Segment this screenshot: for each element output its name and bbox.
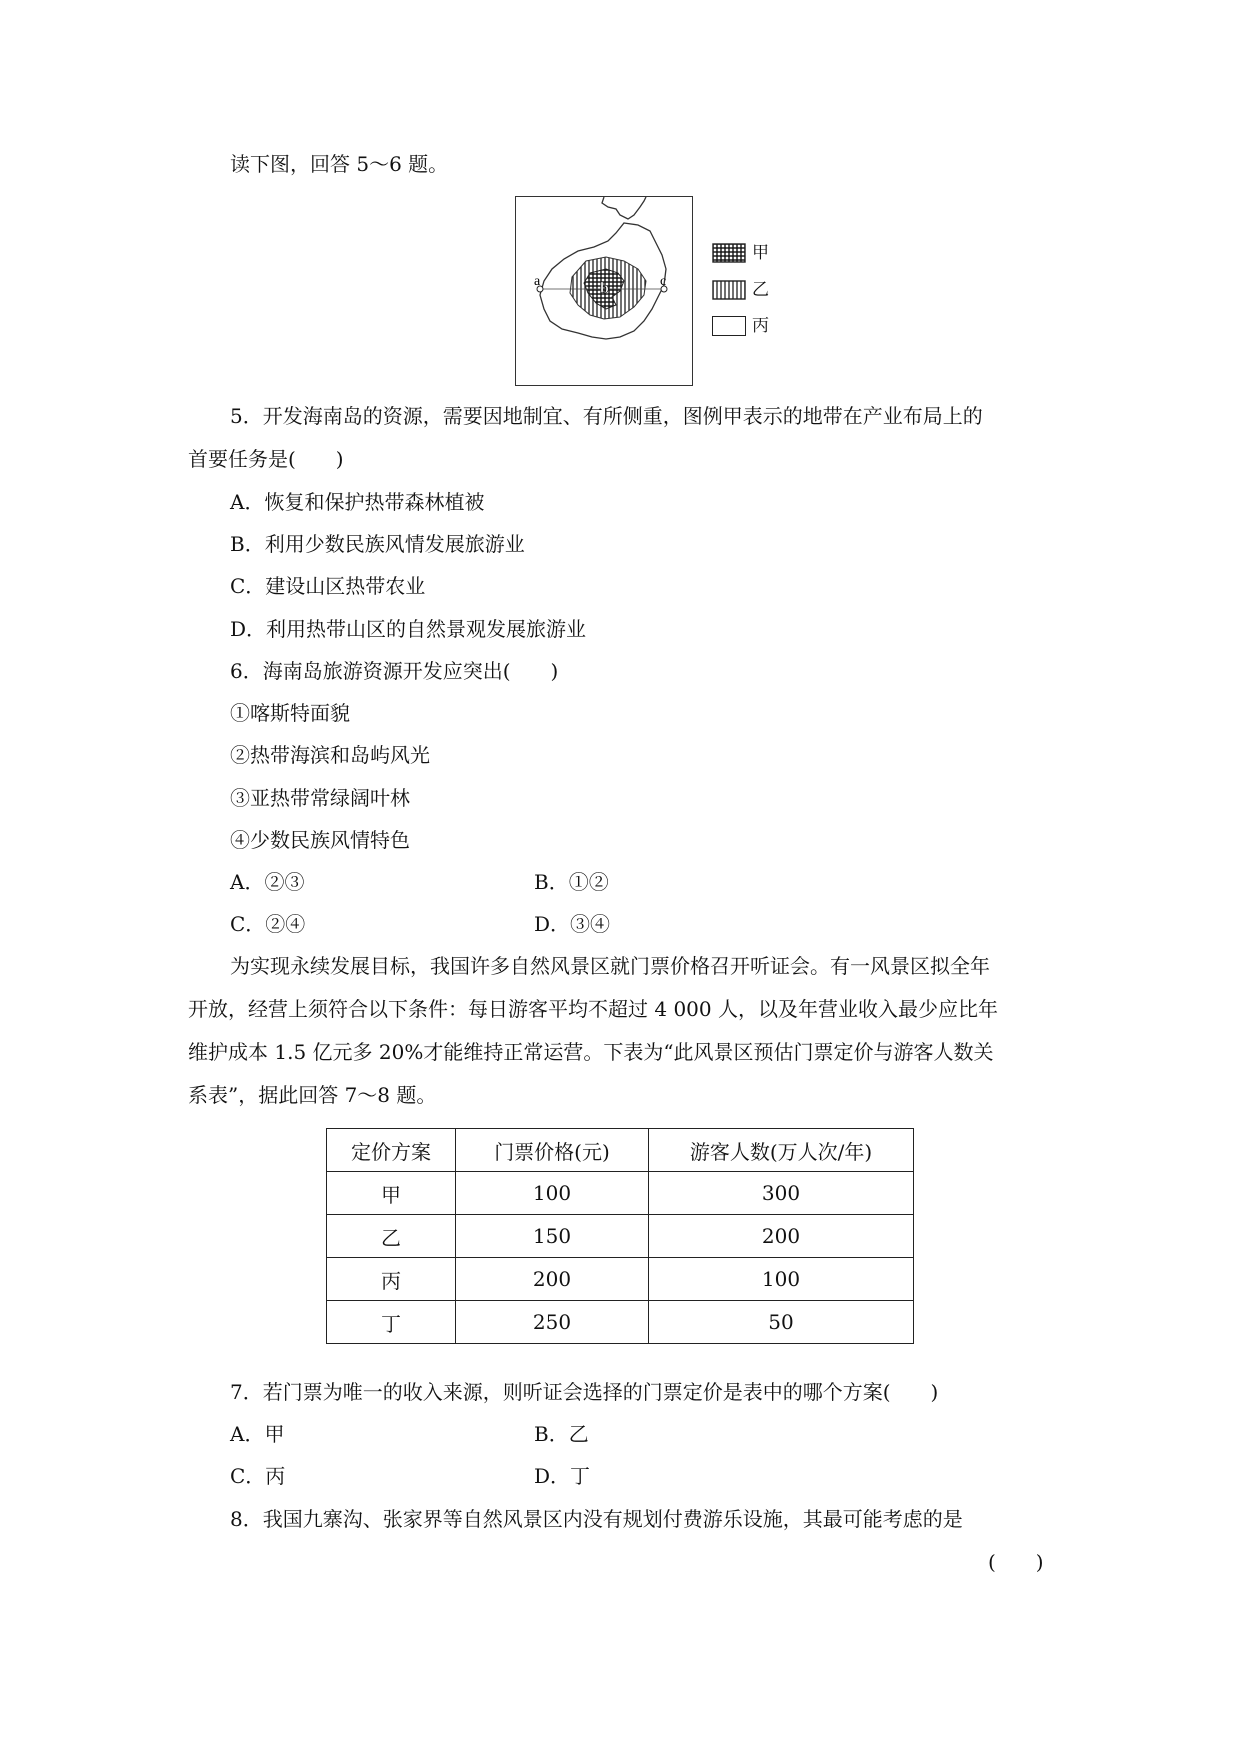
table-cell: 200 [456,1258,649,1301]
passage-line-1: 为实现永续发展目标，我国许多自然风景区就门票价格召开听证会。有一风景区拟全年 [230,954,990,978]
table-header-cell: 定价方案 [327,1129,456,1172]
q5-option-d: D．利用热带山区的自然景观发展旅游业 [230,617,587,641]
legend-jia-swatch [712,243,746,263]
q8-answer-blank: ( ) [988,1550,1044,1574]
q6-option-b: B．①② [534,870,609,894]
table-header-cell: 门票价格(元) [456,1129,649,1172]
point-label-c: c [660,274,667,289]
table-cell: 乙 [327,1215,456,1258]
q6-option-d: D．③④ [534,912,611,936]
point-label-a: a [534,274,541,289]
q6-item-3: ③亚热带常绿阔叶林 [230,786,410,810]
legend-yi-label: 乙 [752,280,769,300]
q7-option-c: C．丙 [230,1464,286,1488]
q5-stem-line2: 首要任务是( ) [188,447,344,471]
passage-line-2: 开放，经营上须符合以下条件：每日游客平均不超过 4 000 人，以及年营业收入最少应比年 [188,997,998,1021]
passage-line-4: 系表”，据此回答 7～8 题。 [188,1083,437,1107]
legend-jia-label: 甲 [752,243,769,263]
q5-stem-line1: 5．开发海南岛的资源，需要因地制宜、有所侧重，图例甲表示的地带在产业布局上的 [230,404,983,428]
hainan-island-map [516,197,692,385]
price-visitor-table [326,1128,914,1344]
intro-text: 读下图，回答 5～6 题。 [230,152,449,176]
table-cell: 丙 [327,1258,456,1301]
q5-option-c: C．建设山区热带农业 [230,574,426,598]
table-row [327,1215,914,1258]
mainland-coast [602,197,646,219]
table-cell: 100 [649,1258,914,1301]
table-cell: 150 [456,1215,649,1258]
q7-option-a: A．甲 [230,1422,285,1446]
point-label-b: b [600,280,609,297]
hainan-map-figure [515,196,693,386]
table-header-cell: 游客人数(万人次/年) [649,1129,914,1172]
table-cell: 50 [649,1301,914,1344]
table-row [327,1258,914,1301]
table-cell: 丁 [327,1301,456,1344]
table-header-row [327,1129,914,1172]
q5-option-b: B．利用少数民族风情发展旅游业 [230,532,525,556]
table-row [327,1301,914,1344]
legend-bing-swatch [712,316,746,336]
passage-line-3: 维护成本 1.5 亿元多 20%才能维持正常运营。下表为“此风景区预估门票定价与游客人数关 [188,1040,994,1064]
q6-item-1: ①喀斯特面貌 [230,701,350,725]
q6-stem: 6．海南岛旅游资源开发应突出( ) [230,659,559,683]
table-cell: 200 [649,1215,914,1258]
legend-bing-label: 丙 [752,316,769,336]
q7-stem: 7．若门票为唯一的收入来源，则听证会选择的门票定价是表中的哪个方案( ) [230,1380,939,1404]
table-row [327,1172,914,1215]
q7-option-d: D．丁 [534,1464,591,1488]
q5-option-a: A．恢复和保护热带森林植被 [230,490,485,514]
q6-item-4: ④少数民族风情特色 [230,828,410,852]
q8-stem: 8．我国九寨沟、张家界等自然风景区内没有规划付费游乐设施，其最可能考虑的是 [230,1507,963,1531]
q7-option-b: B．乙 [534,1422,589,1446]
q6-option-a: A．②③ [230,870,305,894]
q6-option-c: C．②④ [230,912,306,936]
table-cell: 300 [649,1172,914,1215]
table-cell: 100 [456,1172,649,1215]
q6-item-2: ②热带海滨和岛屿风光 [230,743,430,767]
legend-yi-swatch [712,280,746,300]
table-cell: 250 [456,1301,649,1344]
table-cell: 甲 [327,1172,456,1215]
